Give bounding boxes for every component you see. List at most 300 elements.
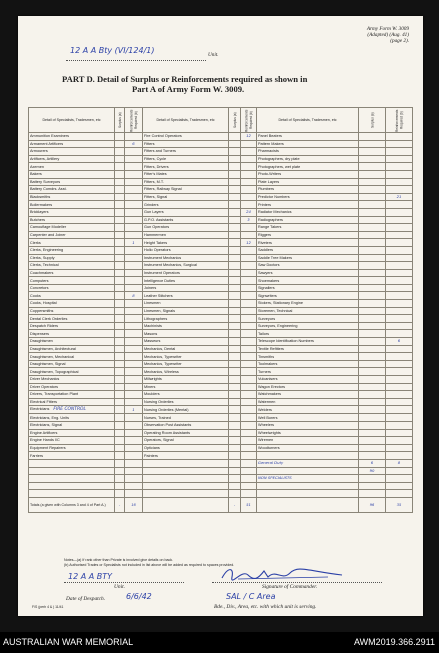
surplus-value [359, 383, 386, 391]
empty-cell [29, 459, 115, 467]
specialist-name: Tinsmiths [257, 353, 359, 361]
required-value [241, 148, 257, 156]
header-spec-1: Detail of Specialists, Tradesmen, etc [29, 108, 115, 133]
printer-mark: F/S (perh 4 & ) 11/41 [32, 605, 64, 609]
surplus-value [359, 254, 386, 262]
surplus-value [359, 360, 386, 368]
required-value [241, 376, 257, 384]
table-row [29, 155, 413, 163]
table-row [29, 178, 413, 186]
surplus-value [359, 277, 386, 285]
specialist-name: Riveters [257, 239, 359, 247]
table-row [29, 338, 413, 346]
required-value [386, 216, 413, 224]
empty-cell [386, 482, 413, 490]
table-row [29, 262, 413, 270]
empty-cell [143, 475, 229, 483]
specialist-name: Fitter's Mates [143, 170, 229, 178]
electricians-note: FIRE CONTROL [53, 407, 86, 413]
surplus-value [115, 193, 125, 201]
surplus-value [359, 307, 386, 315]
header-required-2: Reinforcements Required (b) [241, 108, 257, 133]
table-row [29, 353, 413, 361]
empty-cell [115, 490, 125, 498]
specialist-name: Electricians, Signal [29, 421, 115, 429]
surplus-value [229, 155, 241, 163]
specialist-name: Plate Layers [257, 178, 359, 186]
empty-cell [241, 482, 257, 490]
specialist-name: Woodturners [257, 444, 359, 452]
surplus-value [229, 391, 241, 399]
surplus-value [359, 391, 386, 399]
required-value [386, 208, 413, 216]
specialist-name: Masons [143, 330, 229, 338]
required-value [125, 133, 143, 141]
required-value [386, 269, 413, 277]
date-label: Date of Despatch. [66, 596, 106, 602]
surplus-value [229, 444, 241, 452]
surplus-value [359, 429, 386, 437]
surplus-value [115, 414, 125, 422]
surplus-value [359, 368, 386, 376]
required-value [386, 437, 413, 445]
specialist-name: Electricians, Eng. Units [29, 414, 115, 422]
table-row [29, 170, 413, 178]
required-value [386, 170, 413, 178]
surplus-value [359, 452, 386, 460]
required-value [125, 224, 143, 232]
table-row [29, 452, 413, 460]
specialist-name: Instrument Operators [143, 269, 229, 277]
totals-c2-surplus: - [229, 497, 241, 512]
required-value [386, 429, 413, 437]
surplus-value [229, 163, 241, 171]
surplus-value [115, 201, 125, 209]
specialist-name: Hammermen [143, 231, 229, 239]
specialist-name: Bakers [29, 170, 115, 178]
specialist-name: Instrument Mechanics [143, 254, 229, 262]
surplus-value [229, 277, 241, 285]
empty-cell [115, 467, 125, 475]
specialist-name: Leather Stitchers [143, 292, 229, 300]
table-row [29, 414, 413, 422]
surplus-value [115, 292, 125, 300]
totals-c3-required: 35 [386, 497, 413, 512]
surplus-value [229, 292, 241, 300]
specialist-name: Millwrights [143, 376, 229, 384]
required-value [125, 201, 143, 209]
specialist-name: Electrical Fitters [29, 398, 115, 406]
required-value [125, 186, 143, 194]
specialist-name: Electricians FIRE CONTROL [29, 406, 115, 414]
table-row [29, 300, 413, 308]
unit-field [66, 46, 206, 61]
surplus-value [229, 353, 241, 361]
surplus-value [359, 216, 386, 224]
specialist-name: Draughtsmen, Architectural [29, 345, 115, 353]
form-sheet [18, 16, 423, 616]
specialist-name: Operating Room Assistants [143, 429, 229, 437]
specialist-name: Miners [143, 383, 229, 391]
required-value [386, 163, 413, 171]
specialist-name: Drivers, Transportation Plant [29, 391, 115, 399]
specialist-name: Draughtsmen, Mechanical [29, 353, 115, 361]
specialist-name: Intelligence Duties [143, 277, 229, 285]
specialist-name: Nurses, Trained [143, 414, 229, 422]
specialist-name: Height Takers [143, 239, 229, 247]
surplus-value [115, 231, 125, 239]
required-value [241, 444, 257, 452]
table-row [29, 246, 413, 254]
required-value [125, 216, 143, 224]
table-header [29, 108, 413, 133]
specialist-name [257, 452, 359, 460]
table-row [29, 360, 413, 368]
surplus-value [359, 224, 386, 232]
specialist-name: Printers [257, 201, 359, 209]
specialist-name: Shoemakers [257, 277, 359, 285]
surplus-value [115, 133, 125, 141]
specialist-name: Saddlers [257, 246, 359, 254]
surplus-value [115, 421, 125, 429]
specialist-name: Dispensers [29, 330, 115, 338]
required-value [386, 284, 413, 292]
required-value [241, 254, 257, 262]
specialist-name: Storemen, Technical [257, 307, 359, 315]
header-spec-2: Detail of Specialists, Tradesmen, etc [143, 108, 229, 133]
specialist-name: Surveyors [257, 315, 359, 323]
surplus-value [115, 155, 125, 163]
surplus-value [359, 239, 386, 247]
surplus-value [229, 383, 241, 391]
required-value [386, 246, 413, 254]
specialist-name: Carpenter and Joiner [29, 231, 115, 239]
empty-cell [229, 475, 241, 483]
required-value [125, 421, 143, 429]
specialist-name: Fire Control Operators [143, 133, 229, 141]
surplus-value [359, 353, 386, 361]
surplus-value [359, 140, 386, 148]
surplus-value [115, 322, 125, 330]
surplus-value [229, 239, 241, 247]
surplus-value [359, 376, 386, 384]
required-value [125, 178, 143, 186]
specialist-name: Lithographers [143, 315, 229, 323]
required-value: 1 [125, 239, 143, 247]
required-value [386, 360, 413, 368]
table-row [29, 315, 413, 323]
required-value [125, 300, 143, 308]
specialist-name: Signwriters [257, 292, 359, 300]
surplus-value [115, 269, 125, 277]
surplus-value [229, 307, 241, 315]
specialist-name: Fitters, Drivers [143, 163, 229, 171]
surplus-value [229, 345, 241, 353]
surplus-value [229, 178, 241, 186]
surplus-value [359, 345, 386, 353]
specialist-name: Saddle Tree Makers [257, 254, 359, 262]
required-value [241, 398, 257, 406]
specialist-name: Sawyers [257, 269, 359, 277]
surplus-value [115, 391, 125, 399]
surplus-value [359, 178, 386, 186]
specialist-name: Farriers [29, 452, 115, 460]
required-value [125, 322, 143, 330]
signature-label: Signature of Commander. [262, 584, 318, 590]
required-value [125, 155, 143, 163]
empty-cell [125, 490, 143, 498]
header-surplus-1: Surplus (a) [115, 108, 125, 133]
specialist-name: Fitters, Cycle [143, 155, 229, 163]
surplus-value [229, 360, 241, 368]
specialist-name: Panel Beaters [257, 133, 359, 141]
header-spec-3: Detail of Specialists, Tradesmen, etc [257, 108, 359, 133]
header-required-1: Reinforcements Required (b) [125, 108, 143, 133]
empty-cell [143, 467, 229, 475]
specialist-name: Computers [29, 277, 115, 285]
extra-required [386, 475, 413, 483]
empty-cell [241, 459, 257, 467]
specialist-name: Nursing Orderlies (Mental) [143, 406, 229, 414]
table-row [29, 148, 413, 156]
required-value [386, 444, 413, 452]
empty-cell [229, 482, 241, 490]
specialist-name: Range Takers [257, 224, 359, 232]
empty-cell [229, 459, 241, 467]
table-row [29, 444, 413, 452]
surplus-value [115, 315, 125, 323]
surplus-value [359, 201, 386, 209]
table-row [29, 421, 413, 429]
surplus-value [359, 148, 386, 156]
empty-cell [29, 482, 115, 490]
required-value [386, 376, 413, 384]
specialist-name: Cooks [29, 292, 115, 300]
surplus-value [115, 437, 125, 445]
surplus-value [229, 284, 241, 292]
specialist-name: Battery Surveyors [29, 178, 115, 186]
empty-cell [359, 482, 386, 490]
table-row [29, 133, 413, 141]
table-row [29, 391, 413, 399]
required-value [241, 224, 257, 232]
required-value [386, 178, 413, 186]
specialist-name: Moulders [143, 391, 229, 399]
specialist-name: Driver Operators [29, 383, 115, 391]
table-row [29, 482, 413, 490]
empty-cell [115, 459, 125, 467]
specialist-name: Clerks, Supply [29, 254, 115, 262]
specialist-name: Photo-Writers [257, 170, 359, 178]
specialist-name: Clerks [29, 239, 115, 247]
surplus-value [229, 140, 241, 148]
surplus-value [229, 262, 241, 270]
surplus-value [229, 254, 241, 262]
surplus-value [359, 421, 386, 429]
specialist-name: Watchmakers [257, 391, 359, 399]
specialist-name: Hollo Operators [143, 246, 229, 254]
totals-spacer-2 [143, 497, 229, 512]
specialist-name: Surveyors, Engineering [257, 322, 359, 330]
required-value [125, 360, 143, 368]
specialist-name: Fitters, Signal [143, 193, 229, 201]
specialist-name: Pharmacists [257, 148, 359, 156]
extra-surplus: 6 [359, 459, 386, 467]
specialist-name: Cooks, Hospital [29, 300, 115, 308]
extra-surplus [359, 475, 386, 483]
specialist-name: G.P.O. Assistants [143, 216, 229, 224]
empty-cell [386, 490, 413, 498]
surplus-value [359, 315, 386, 323]
required-value [241, 360, 257, 368]
required-value: 6 [386, 338, 413, 346]
required-value: 12 [241, 133, 257, 141]
required-value [241, 284, 257, 292]
specialist-name: Signallers [257, 284, 359, 292]
surplus-value [229, 315, 241, 323]
required-value [125, 262, 143, 270]
required-value: 3 [241, 216, 257, 224]
table-row [29, 345, 413, 353]
table-row [29, 231, 413, 239]
table-row [29, 292, 413, 300]
table-row [29, 475, 413, 483]
required-value [241, 391, 257, 399]
footer-accession: AWM2019.366.2911 [353, 637, 435, 647]
specialist-name: Grinders [143, 201, 229, 209]
required-value [241, 262, 257, 270]
specialist-name: Joiners [143, 284, 229, 292]
specialist-name: Clerks, Engineering [29, 246, 115, 254]
required-value [241, 353, 257, 361]
footer-bar [0, 632, 439, 653]
specialist-name: Nursing Orderlies [143, 398, 229, 406]
surplus-value [115, 178, 125, 186]
specialist-name: Operators, Signal [143, 437, 229, 445]
surplus-value [229, 437, 241, 445]
required-value [241, 155, 257, 163]
surplus-value [359, 186, 386, 194]
required-value [386, 307, 413, 315]
required-value [125, 208, 143, 216]
specialist-name: Machinists [143, 322, 229, 330]
surplus-value [115, 208, 125, 216]
surplus-value [359, 300, 386, 308]
empty-cell [29, 490, 115, 498]
required-value: 6 [125, 140, 143, 148]
commander-signature [218, 565, 348, 583]
required-value [386, 406, 413, 414]
required-value [125, 163, 143, 171]
specialist-name: Instrument Mechanics, Surgical [143, 262, 229, 270]
surplus-value [359, 437, 386, 445]
bde-value: SAL / C Area [226, 592, 276, 601]
required-value: 8 [125, 292, 143, 300]
specialist-name: Artificers, Artillery [29, 155, 115, 163]
surplus-value [229, 186, 241, 194]
required-value [125, 307, 143, 315]
required-value [386, 239, 413, 247]
surplus-value [359, 330, 386, 338]
empty-cell [241, 467, 257, 475]
surplus-value [359, 170, 386, 178]
required-value [125, 193, 143, 201]
surplus-value [359, 406, 386, 414]
surplus-value [359, 414, 386, 422]
specialist-name: Welders [257, 406, 359, 414]
required-value [386, 398, 413, 406]
required-value [241, 345, 257, 353]
table-row [29, 437, 413, 445]
required-value [125, 452, 143, 460]
empty-cell [143, 459, 229, 467]
unit-label: Unit. [208, 52, 219, 58]
specialist-name: Bricklayers [29, 208, 115, 216]
table-row [29, 398, 413, 406]
surplus-value [115, 452, 125, 460]
surplus-value [359, 338, 386, 346]
surplus-value [229, 330, 241, 338]
required-value [386, 300, 413, 308]
required-value [125, 345, 143, 353]
required-value [241, 307, 257, 315]
specialist-name: Predictor Numbers [257, 193, 359, 201]
footer-credit: AUSTRALIAN WAR MEMORIAL [3, 637, 134, 647]
specialist-name: Dental Clerk Orderlies [29, 315, 115, 323]
signature-line [212, 582, 382, 583]
totals-c2-required: 51 [241, 497, 257, 512]
unit-value: 12 A A Bty (VI/124/1) [70, 46, 155, 55]
required-value [386, 414, 413, 422]
specialist-name: Opticians [143, 444, 229, 452]
specialist-name: Gun Operators [143, 224, 229, 232]
surplus-value [229, 193, 241, 201]
empty-cell [29, 475, 115, 483]
required-value: 12 [241, 239, 257, 247]
required-value [125, 414, 143, 422]
surplus-value [115, 307, 125, 315]
required-value [386, 391, 413, 399]
header-required-3: Reinforcements Required (b) [386, 108, 413, 133]
required-value [386, 231, 413, 239]
required-value [241, 246, 257, 254]
table-row [29, 330, 413, 338]
required-value [386, 186, 413, 194]
specialist-name: Gun Layers [143, 208, 229, 216]
required-value [386, 452, 413, 460]
surplus-value [229, 170, 241, 178]
surplus-value [359, 262, 386, 270]
specialist-name: Ammunition Examiners [29, 133, 115, 141]
surplus-value [229, 322, 241, 330]
specialist-name: Tailors [257, 330, 359, 338]
specialist-name: Equipment Repairers [29, 444, 115, 452]
required-value [386, 155, 413, 163]
surplus-value [115, 300, 125, 308]
surplus-value [115, 148, 125, 156]
empty-cell [125, 475, 143, 483]
required-value [241, 368, 257, 376]
required-value [241, 406, 257, 414]
table-row [29, 254, 413, 262]
specialist-name: Textile Refitters [257, 345, 359, 353]
empty-cell [257, 490, 359, 498]
required-value [241, 186, 257, 194]
specialist-name: Wheelwrights [257, 429, 359, 437]
surplus-value [359, 163, 386, 171]
extra-required: 8 [386, 459, 413, 467]
required-value [386, 368, 413, 376]
